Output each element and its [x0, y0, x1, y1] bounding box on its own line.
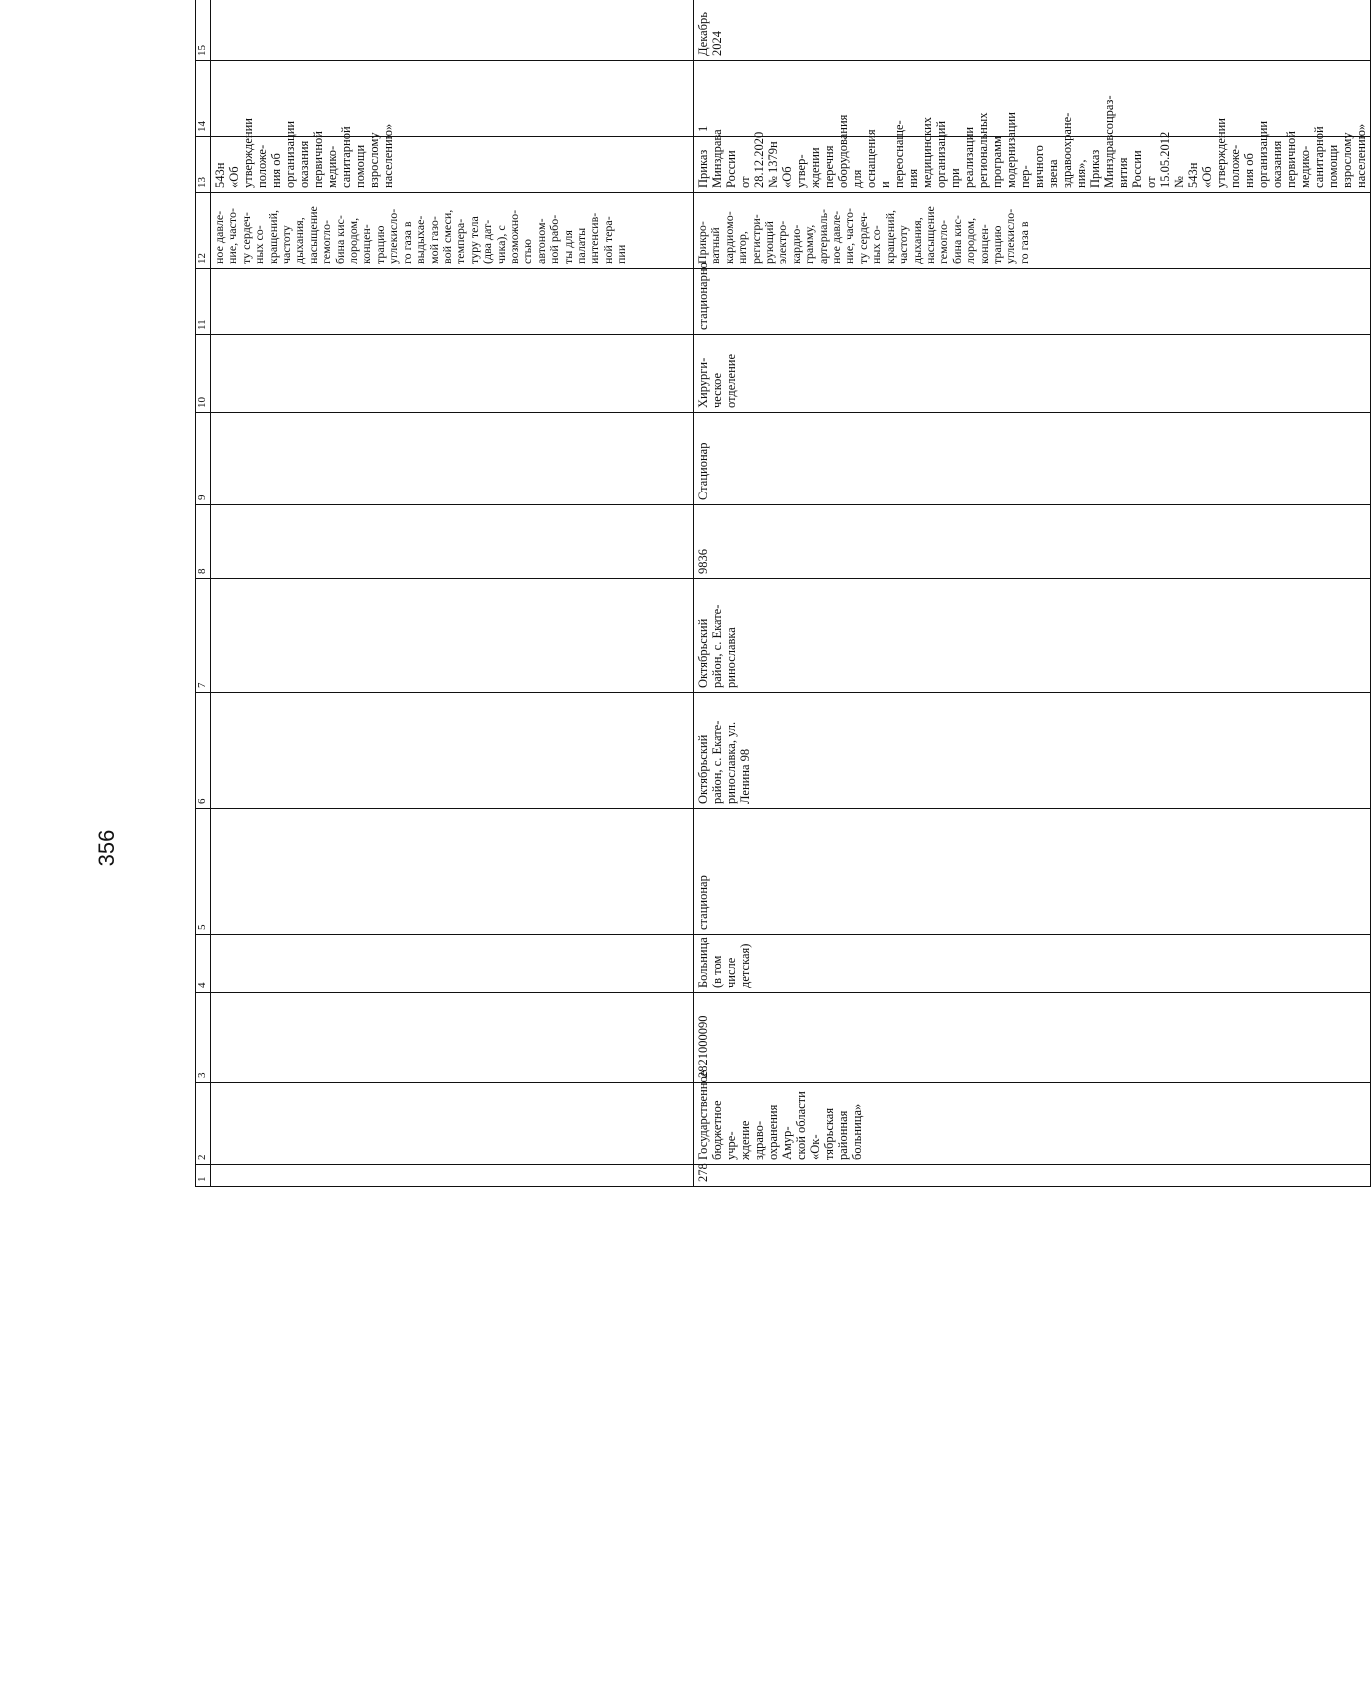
- cell-unit: стационар: [694, 809, 1371, 935]
- cell-legal-basis: Приказ Минздрава России от 28.12.2020 № 1379н «Об утвер- ждении перечня оборудования для оснащения и переоснаще- ния медицинских организаций при реализации региональных программ модернизации пер- вичного звена здравоохране- ния», Приказ Минздравсоцраз- вития России от 15.05.2012 № 543н «Об утверждении положе- ния об организации оказания первичной медико-санитарной помощи взрослому населению»: [694, 137, 1371, 193]
- cell-row-number: [211, 1165, 694, 1187]
- cell-locality: Октябрьский район, с. Екате- ринославка: [694, 579, 1371, 693]
- cell-organization: Государственное бюджетное учре- ждение здраво- охранения Амур- ской области «Ок- тябрьская районная больница»: [694, 1083, 1371, 1165]
- cell-population: [211, 505, 694, 579]
- header-cell: 7: [196, 579, 211, 693]
- cell-equipment: Прикро- ватный кардиомо- нитор, регистри- рующий электро- кардио- грамму, артериаль- ное давле- ние, часто- ту сердеч- ных со- кращений, частоту дыхания, насыщение гемогло- бина кис- лородом, концен- трацию углекисло- го газа в: [694, 193, 1371, 269]
- table-row: [211, 0, 694, 1187]
- cell-equipment: ное давле- ние, часто- ту сердеч- ных со- кращений, частоту дыхания, насыщение гемогло- бина кис- лородом, концен- трацию углекисло- го газа в выдыхае- мой газо- вой смеси, темпера- туру тела (два дат- чика), с возможно- стью автоном- ной рабо- ты для палаты интенсив- ной тера- пии: [211, 193, 694, 269]
- header-cell: 2: [196, 1083, 211, 1165]
- header-cell: 8: [196, 505, 211, 579]
- cell-ogrn: [211, 993, 694, 1083]
- rotated-table-container: [195, 12, 1368, 1187]
- cell-legal-basis: 543н «Об утверждении положе- ния об организации оказания первичной медико-санитарной помощи взрослому населению»: [211, 137, 694, 193]
- cell-department: Хирурги- ческое отделение: [694, 335, 1371, 413]
- cell-facility: [211, 413, 694, 505]
- cell-organization: [211, 1083, 694, 1165]
- header-cell: 11: [196, 269, 211, 335]
- cell-type: Больница (в том числе детская): [694, 935, 1371, 993]
- cell-deadline: Декабрь 2024: [694, 0, 1371, 61]
- cell-facility: Стационар: [694, 413, 1371, 505]
- header-cell: 13: [196, 137, 211, 193]
- cell-care-form: стационарно: [694, 269, 1371, 335]
- equipment-table: [195, 0, 1371, 1187]
- cell-address: Октябрьский район, с. Екате- ринославка, ул. Ленина 98: [694, 693, 1371, 809]
- header-cell: 1: [196, 1165, 211, 1187]
- header-cell: 15: [196, 0, 211, 61]
- header-row: [196, 0, 211, 1187]
- cell-locality: [211, 579, 694, 693]
- header-cell: 14: [196, 61, 211, 137]
- cell-unit: [211, 809, 694, 935]
- header-cell: 9: [196, 413, 211, 505]
- cell-department: [211, 335, 694, 413]
- header-cell: 4: [196, 935, 211, 993]
- cell-type: [211, 935, 694, 993]
- header-cell: 12: [196, 193, 211, 269]
- header-cell: 6: [196, 693, 211, 809]
- cell-ogrn: 2821000090: [694, 993, 1371, 1083]
- cell-population: 9836: [694, 505, 1371, 579]
- header-cell: 10: [196, 335, 211, 413]
- cell-quantity: 1: [694, 61, 1371, 137]
- cell-care-form: [211, 269, 694, 335]
- page-number: 356: [94, 829, 119, 867]
- header-cell: 3: [196, 993, 211, 1083]
- cell-deadline: [211, 0, 694, 61]
- cell-address: [211, 693, 694, 809]
- cell-row-number: 278: [694, 1165, 1371, 1187]
- table-row: [694, 0, 1371, 1187]
- header-cell: 5: [196, 809, 211, 935]
